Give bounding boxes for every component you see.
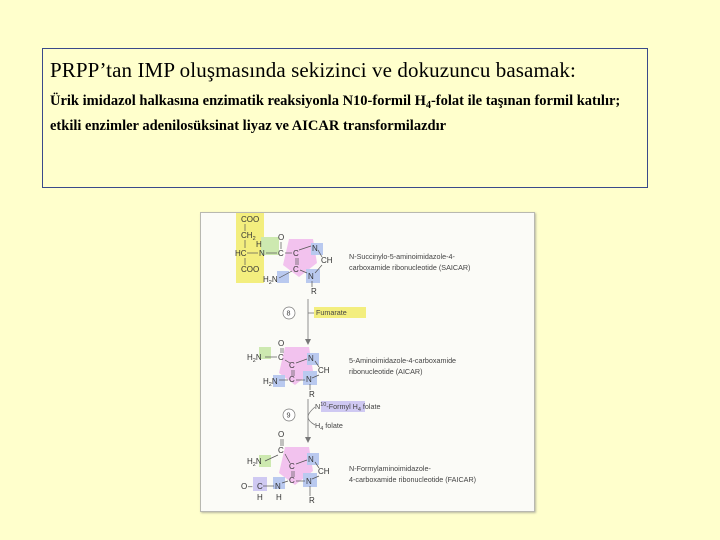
atom-c-5: C	[278, 446, 284, 455]
description-subscript: 4	[425, 100, 431, 111]
atom-h2n-4: $H_2N$	[247, 457, 262, 468]
blue-n-highlight-2	[277, 271, 289, 283]
atom-minus: –	[248, 482, 253, 491]
reaction-diagram	[200, 212, 535, 512]
atom-r-2: R	[309, 390, 315, 399]
atom-n-ring: N	[312, 244, 318, 253]
slide-title: PRPP’tan IMP oluşmasında sekizinci ve dokuzuncu basamak:	[50, 58, 576, 82]
atom-r-3: R	[309, 496, 315, 505]
aicar-name-line1: 5-Aminoimidazole-4-carboxamide	[349, 356, 457, 365]
faicar-name-line1: N-Formylaminoimidazole-	[349, 464, 431, 473]
text-box	[42, 48, 648, 188]
aicar-name-line2: ribonucleotide (AICAR)	[349, 367, 423, 376]
atom-c-7: C	[289, 476, 295, 485]
atom-n-ring-2: N	[308, 272, 314, 281]
atom-c-formyl: C	[257, 482, 263, 491]
atom-n-6: N	[306, 477, 312, 486]
atom-c-ring: C	[293, 249, 299, 258]
atom-hc: HC	[235, 249, 247, 258]
atom-c-ring-2: C	[293, 265, 299, 274]
atom-o: O	[278, 233, 285, 242]
atom-h2n-2: $H_2N$	[247, 353, 262, 364]
step9-number: 9	[286, 410, 291, 420]
atom-h2n: $H_2N$	[263, 275, 278, 286]
atom-ch-3: CH	[318, 467, 330, 476]
atom-h-formyl: H	[257, 493, 263, 502]
atom-c-carbonyl: C	[278, 249, 284, 258]
atom-n-3: N	[308, 354, 314, 363]
atom-c-3: C	[289, 361, 295, 370]
atom-o-4: O	[241, 482, 248, 491]
h4-folate-label: $H_4$ folate	[315, 421, 343, 432]
atom-h: H	[256, 240, 262, 249]
cofactor-arrow	[308, 407, 315, 425]
formyl-folate-label: $N^{10}$-Formyl $H_4$ folate	[315, 402, 381, 413]
atom-n-7: N	[275, 482, 281, 491]
atom-coo-top: COO	[241, 215, 260, 224]
aicar-structure	[247, 339, 330, 399]
atom-h2n-3: $H_2N$	[263, 377, 278, 388]
description-part1: Ürik imidazol halkasına enzimatik reaksiyonla N10-formil H	[50, 93, 426, 109]
atom-c-6: C	[289, 462, 295, 471]
atom-o-2: O	[278, 339, 285, 348]
step8-arrowhead	[305, 339, 311, 345]
atom-r: R	[311, 287, 317, 296]
atom-ch-2: CH	[318, 366, 330, 375]
atom-coo-bottom: COO	[241, 265, 260, 274]
atom-n-5: N	[308, 455, 314, 464]
atom-o-3: O	[278, 430, 285, 439]
faicar-structure	[241, 430, 330, 505]
atom-ch2: $CH_2$	[241, 231, 256, 242]
slide-description	[50, 91, 639, 136]
step8-number: 8	[286, 308, 291, 318]
saicar-name-line1: N-Succinylo-5-aminoimidazole-4-	[349, 252, 455, 261]
atom-c-4: C	[289, 375, 295, 384]
saicar-structure	[235, 213, 333, 296]
atom-n-amide: N	[259, 249, 265, 258]
atom-n-4: N	[306, 375, 312, 384]
faicar-name-line2: 4-carboxamide ribonucleotide (FAICAR)	[349, 475, 477, 484]
saicar-name-line2: carboxamide ribonucleotide (SAICAR)	[349, 263, 471, 272]
description-part2: -folat ile taşınan formil katılır; etkili enzimler adenilosüksinat liyaz ve AICAR transformilazdır	[50, 93, 621, 134]
step9-arrowhead	[305, 437, 311, 443]
reaction-svg	[201, 213, 534, 511]
atom-ch: CH	[321, 256, 333, 265]
atom-c-2: C	[278, 353, 284, 362]
atom-h-2: H	[276, 493, 282, 502]
fumarate-label: Fumarate	[316, 308, 347, 317]
